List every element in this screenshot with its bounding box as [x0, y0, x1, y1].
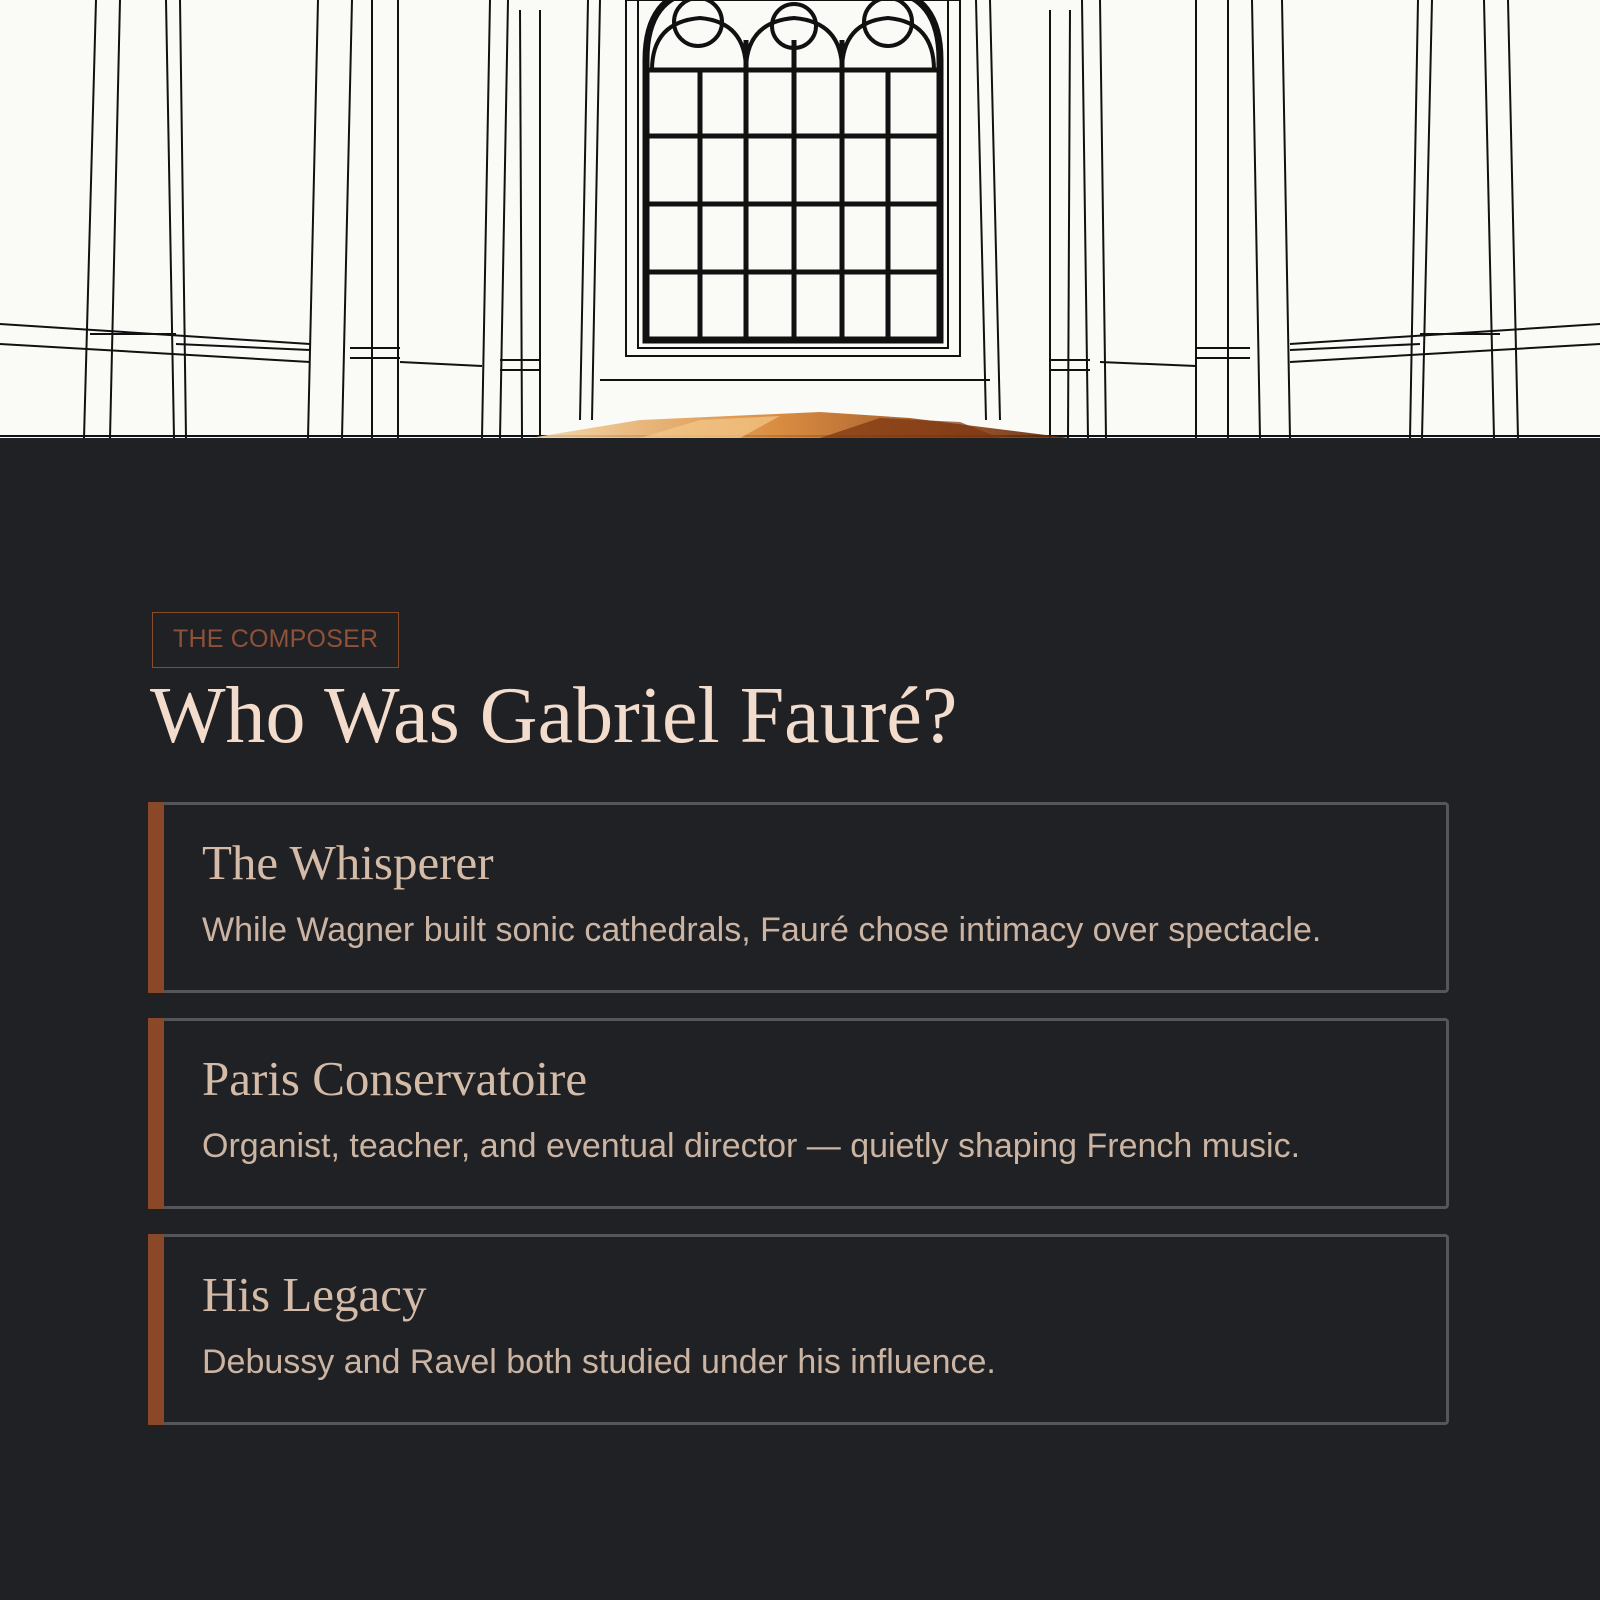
section-title: Who Was Gabriel Fauré? [150, 672, 958, 760]
card-text: Organist, teacher, and eventual director — quietly shaping French music. [202, 1127, 1301, 1165]
cathedral-window-illustration [0, 0, 1600, 438]
section-eyebrow-badge: THE COMPOSER [152, 612, 399, 668]
card-title: The Whisperer [202, 835, 494, 890]
info-card-whisperer [148, 802, 1449, 993]
info-card-conservatoire [148, 1018, 1449, 1209]
composer-section [0, 438, 1600, 1600]
card-accent-bar [148, 1234, 164, 1425]
card-title: His Legacy [202, 1267, 427, 1322]
card-text: Debussy and Ravel both studied under his influence. [202, 1343, 996, 1381]
info-card-legacy [148, 1234, 1449, 1425]
card-accent-bar [148, 802, 164, 993]
hero-cathedral-illustration [0, 0, 1600, 438]
card-title: Paris Conservatoire [202, 1051, 588, 1106]
card-text: While Wagner built sonic cathedrals, Fauré chose intimacy over spectacle. [202, 911, 1322, 949]
card-accent-bar [148, 1018, 164, 1209]
